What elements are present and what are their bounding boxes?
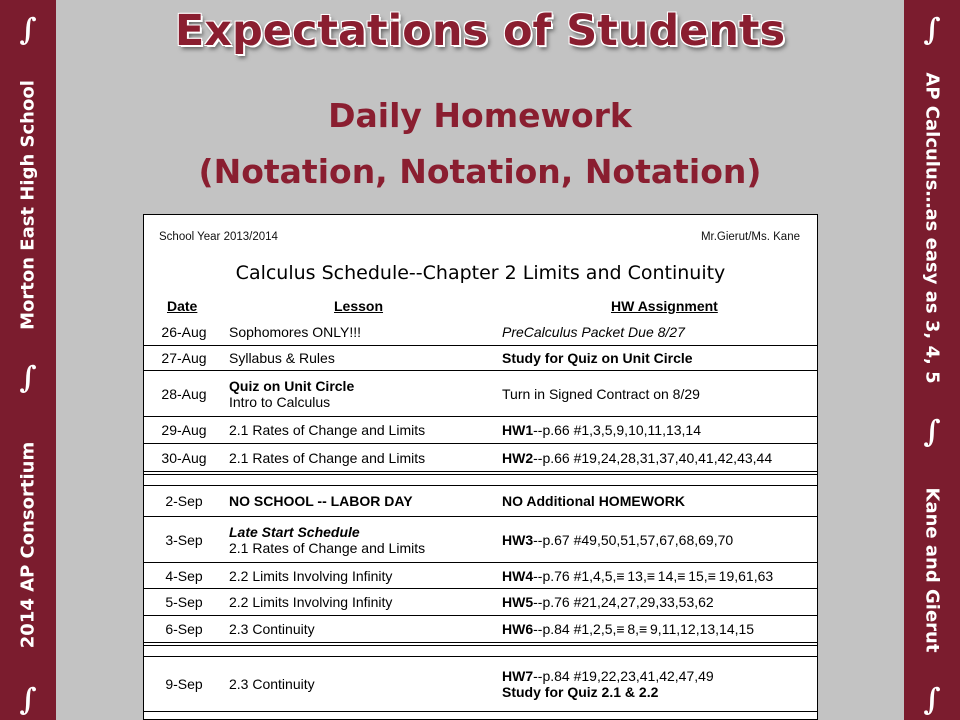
date-cell: 29-Aug [161, 422, 207, 438]
table-row [144, 485, 817, 517]
left-bar-consortium-text: 2014 AP Consortium [17, 441, 39, 649]
schedule-title: Calculus Schedule--Chapter 2 Limits and Continuity [235, 262, 726, 284]
column-header-hw: HW Assignment [611, 298, 718, 314]
integral-symbol-icon: ∫ [19, 12, 37, 48]
hw-text: --p.84 #1,2,5,≡ 8,≡ 9,11,12,13,14,15 [533, 621, 755, 637]
hw-cell [502, 517, 818, 562]
integral-symbol-icon: ∫ [19, 360, 37, 396]
lesson-line: 2.1 Rates of Change and Limits [229, 539, 426, 556]
date-cell: 2-Sep [165, 493, 203, 509]
left-side-bar [0, 0, 56, 720]
lesson-cell: 2.1 Rates of Change and Limits [229, 449, 426, 466]
date-cell: 5-Sep [165, 594, 203, 610]
hw-cell [502, 589, 818, 615]
column-header-lesson: Lesson [334, 298, 384, 314]
hw-label: HW4 [502, 567, 534, 584]
table-row [144, 371, 817, 417]
hw-label: HW2 [502, 449, 534, 466]
school-year: School Year 2013/2014 [159, 231, 278, 243]
lesson-cell: 2.2 Limits Involving Infinity [229, 567, 393, 584]
date-cell: 26-Aug [161, 323, 207, 340]
hw-cell: Turn in Signed Contract on 8/29 [502, 385, 700, 402]
date-cell: 9-Sep [165, 676, 203, 692]
hw-text: --p.76 #1,4,5,≡ 13,≡ 14,≡ 15,≡ 19,61,63 [533, 567, 774, 584]
document-header [159, 231, 800, 243]
lesson-cell: Syllabus & Rules [229, 350, 335, 366]
hw-label: HW7 [502, 668, 534, 684]
hw-cell [502, 657, 818, 711]
slide-subtitle-line2: (Notation, Notation, Notation) [198, 152, 762, 191]
hw-line2: Study for Quiz 2.1 & 2.2 [502, 684, 659, 700]
hw-cell [502, 444, 818, 471]
date-cell: 30-Aug [161, 449, 207, 466]
date-cell: 28-Aug [161, 385, 207, 402]
hw-text: --p.66 #19,24,28,31,37,40,41,42,43,44 [533, 449, 773, 466]
table-row [144, 417, 817, 444]
date-cell: 4-Sep [165, 567, 203, 584]
slide-subtitle-line1: Daily Homework [328, 96, 632, 135]
hw-label: HW6 [502, 621, 534, 637]
table-row [144, 656, 817, 712]
lesson-cell: NO SCHOOL -- LABOR DAY [229, 493, 413, 509]
lesson-bold-line: Quiz on Unit Circle [229, 377, 355, 394]
hw-text: --p.67 #49,50,51,57,67,68,69,70 [533, 531, 734, 548]
hw-label: HW1 [502, 422, 534, 438]
right-side-bar [904, 0, 960, 720]
right-bar-course-text: AP Calculus…as easy as 3, 4, 5 [921, 72, 943, 384]
hw-cell [502, 563, 818, 588]
date-cell: 27-Aug [161, 350, 207, 366]
schedule-document [143, 214, 818, 720]
hw-label: HW3 [502, 531, 534, 548]
hw-cell: PreCalculus Packet Due 8/27 [502, 323, 685, 340]
hw-text: --p.84 #19,22,23,41,42,47,49 [533, 668, 714, 684]
right-bar-teachers-text: Kane and Gierut [921, 487, 943, 653]
table-row [144, 517, 817, 563]
lesson-cell [229, 371, 499, 416]
table-row [144, 589, 817, 616]
teachers-names: Mr.Gierut/Ms. Kane [700, 231, 800, 243]
table-row [144, 318, 817, 345]
column-header-date: Date [167, 298, 198, 314]
integral-symbol-icon: ∫ [923, 414, 941, 450]
lesson-cell [229, 517, 499, 562]
hw-label: HW5 [502, 594, 534, 610]
hw-cell [502, 417, 818, 443]
lesson-cell: Sophomores ONLY!!! [229, 323, 362, 340]
lesson-cell: 2.1 Rates of Change and Limits [229, 422, 426, 438]
hw-text: --p.66 #1,3,5,9,10,11,13,14 [533, 422, 701, 438]
lesson-cell: 2.2 Limits Involving Infinity [229, 594, 393, 610]
integral-symbol-icon: ∫ [923, 12, 941, 48]
table-row [144, 444, 817, 475]
left-bar-school-text: Morton East High School [17, 80, 39, 330]
lesson-italic-line: Late Start Schedule [229, 523, 360, 540]
hw-text: --p.76 #21,24,27,29,33,53,62 [533, 594, 714, 610]
hw-cell: NO Additional HOMEWORK [502, 493, 686, 509]
integral-symbol-icon: ∫ [923, 682, 941, 718]
lesson-cell: 2.3 Continuity [229, 676, 315, 692]
table-row [144, 563, 817, 589]
lesson-line: Intro to Calculus [229, 393, 331, 410]
hw-cell: Study for Quiz on Unit Circle [502, 350, 693, 366]
hw-cell [502, 616, 818, 642]
table-row [144, 616, 817, 646]
lesson-cell: 2.3 Continuity [229, 621, 315, 637]
date-cell: 6-Sep [165, 621, 203, 637]
date-cell: 3-Sep [165, 531, 203, 548]
integral-symbol-icon: ∫ [19, 682, 37, 718]
slide-title: Expectations of Students [174, 6, 786, 56]
table-row [144, 345, 817, 371]
